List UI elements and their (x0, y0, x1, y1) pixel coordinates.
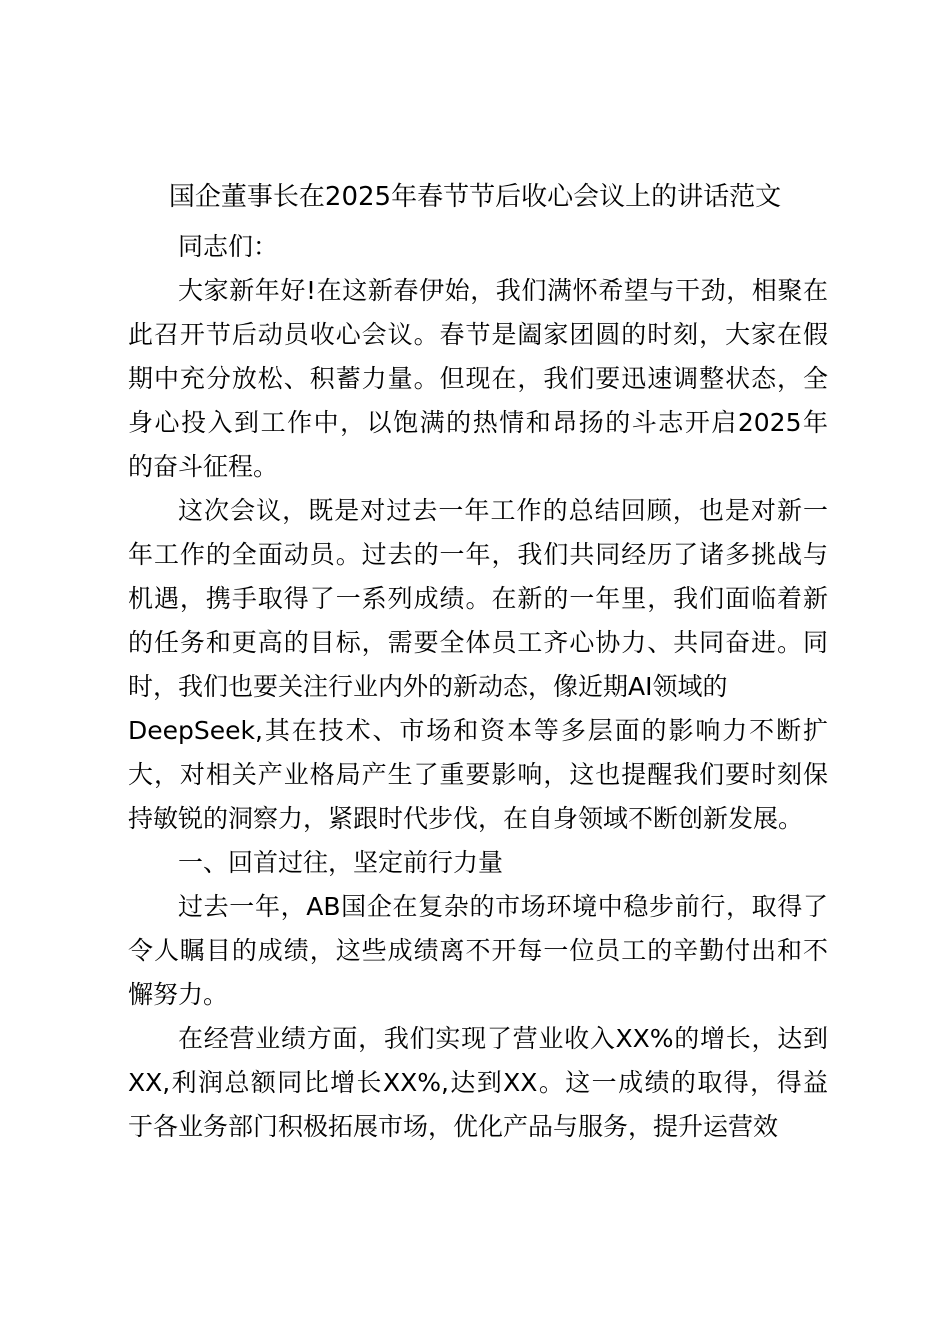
paragraph-line: DeepSeek,其在技术、市场和资本等多层面的影响力不断扩 (128, 716, 828, 745)
paragraph-line: XX,利润总额同比增长XX%,达到XX。这一成绩的取得，得益 (128, 1068, 828, 1097)
document-body (128, 225, 828, 1149)
paragraph-line: 年工作的全面动员。过去的一年，我们共同经历了诸多挑战与 (128, 540, 828, 569)
paragraph-line: 的奋斗征程。 (128, 452, 279, 481)
paragraph-line: 大，对相关产业格局产生了重要影响，这也提醒我们要时刻保 (128, 760, 828, 789)
paragraph-line: 过去一年，AB国企在复杂的市场环境中稳步前行，取得了 (178, 892, 828, 921)
paragraph-line: 此召开节后动员收心会议。春节是阖家团圆的时刻，大家在假 (128, 320, 828, 349)
paragraph-line: 的任务和更高的目标，需要全体员工齐心协力、共同奋进。同 (128, 628, 828, 657)
paragraph-line: 持敏锐的洞察力，紧跟时代步伐，在自身领域不断创新发展。 (128, 804, 804, 833)
paragraph-line: 懈努力。 (128, 980, 229, 1009)
paragraph-line: 这次会议，既是对过去一年工作的总结回顾，也是对新一 (178, 496, 828, 525)
paragraph-line: 时，我们也要关注行业内外的新动态，像近期AI领域的 (128, 672, 728, 701)
paragraph-line: 于各业务部门积极拓展市场，优化产品与服务，提升运营效 (128, 1112, 779, 1141)
paragraph-line: 期中充分放松、积蓄力量。但现在，我们要迅速调整状态，全 (128, 364, 828, 393)
paragraph-line: 令人瞩目的成绩，这些成绩离不开每一位员工的辛勤付出和不 (128, 936, 828, 965)
document-title: 国企董事长在2025年春节节后收心会议上的讲话范文 (168, 182, 782, 212)
salutation-line: 同志们： (178, 232, 279, 261)
paragraph-line: 机遇，携手取得了一系列成绩。在新的一年里，我们面临着新 (128, 584, 828, 613)
section-heading: 一、回首过往，坚定前行力量 (178, 848, 504, 877)
paragraph-line: 在经营业绩方面，我们实现了营业收入XX%的增长，达到 (178, 1024, 828, 1053)
paragraph-line: 大家新年好!在这新春伊始，我们满怀希望与干劲，相聚在 (178, 276, 828, 305)
paragraph-line: 身心投入到工作中，以饱满的热情和昂扬的斗志开启2025年 (128, 408, 828, 437)
